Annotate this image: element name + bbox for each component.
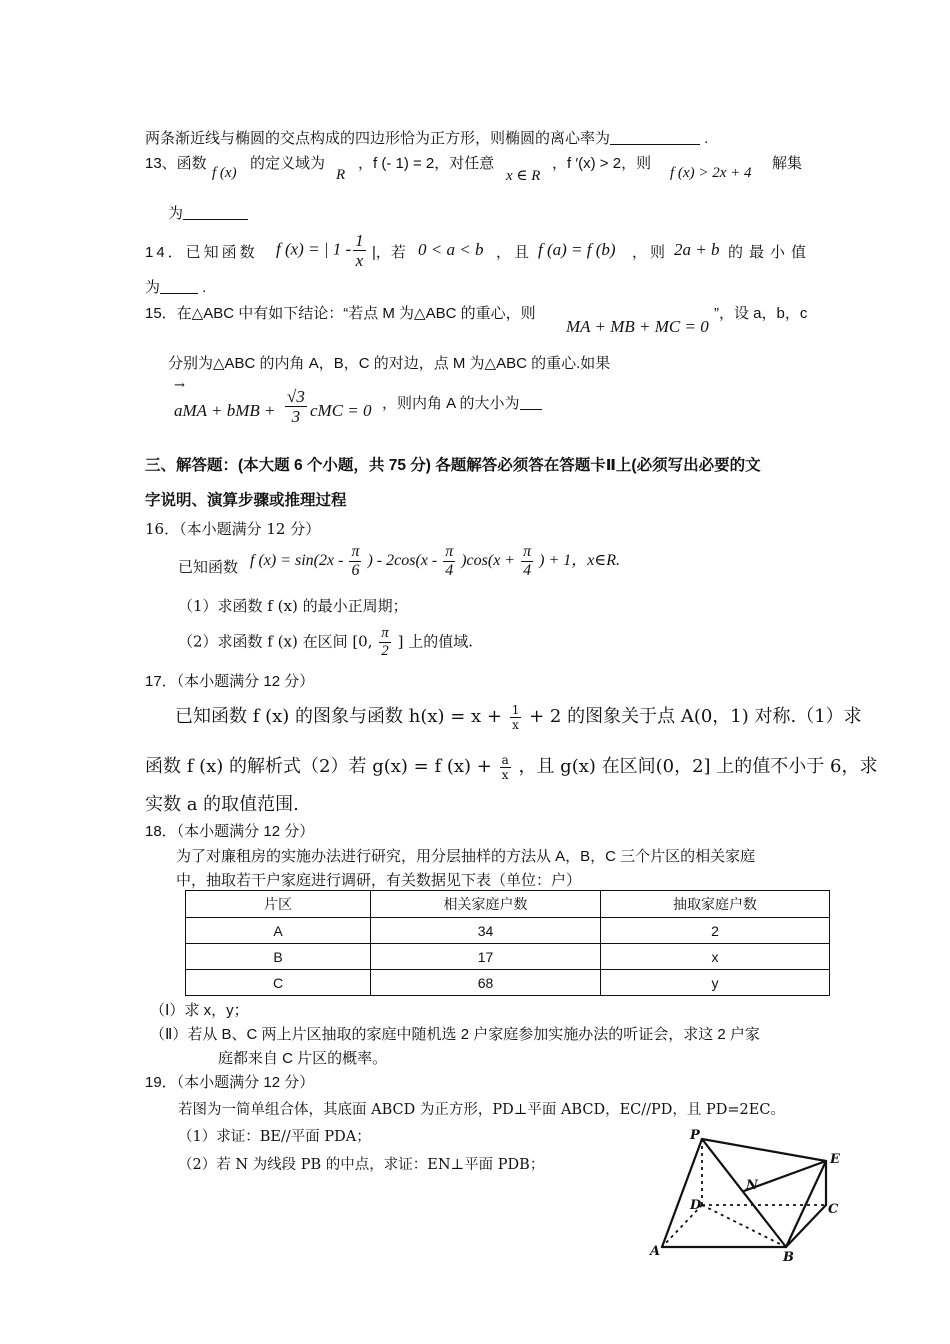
table-row: [186, 918, 830, 944]
table-row: [186, 970, 830, 996]
q14-t1: |，若: [372, 244, 406, 261]
q15-vec-eq: MA + MB + MC = 0: [566, 317, 709, 336]
table-cell: x: [601, 944, 830, 970]
q14-expr: 2a + b: [674, 240, 720, 259]
edge-PB: [702, 1139, 786, 1247]
section3-line1: 三、解答题：(本大题 6 个小题，共 75 分) 各题解答必须答在答题卡Ⅱ上(必须写出必要的文: [145, 457, 761, 474]
edge-BC: [786, 1205, 826, 1247]
label-N: N: [746, 1178, 758, 1193]
section3-line2: 字说明、演算步骤或推理过程: [145, 492, 347, 509]
q13-ineq: f (x) > 2x + 4: [670, 165, 752, 181]
household-table: [185, 890, 830, 996]
q13-text2: 解集: [772, 155, 803, 172]
edge-DB: [702, 1205, 786, 1247]
label-A: A: [650, 1244, 661, 1259]
q15-line1b: ”，设 a，b，c: [714, 305, 808, 322]
q17-line3: 实数 a 的取值范围.: [145, 794, 299, 815]
label-C: C: [828, 1202, 839, 1217]
q15-line3: ，则内角 A 的大小为: [382, 392, 542, 413]
q14-frac: $\frac{1}{x}$: [355, 231, 364, 270]
q19-part1: （1）求证：BE//平面 PDA；: [178, 1129, 371, 1145]
table-cell: B: [186, 944, 371, 970]
q14-cond: 0 < a < b: [418, 240, 484, 259]
q16-intro: 已知函数: [178, 558, 239, 576]
q13: 13、函数: [145, 155, 207, 172]
q19-part2: （2）若 N 为线段 PB 的中点，求证：EN⊥平面 PDB；: [178, 1157, 545, 1173]
q15-eq-b: cMC = 0: [310, 401, 372, 420]
label-P: P: [690, 1128, 700, 1143]
table-header: 片区: [186, 891, 371, 918]
solid-geometry-figure: [640, 1125, 860, 1265]
answer-blank: [520, 396, 542, 410]
q14-t2: ，且: [496, 244, 533, 261]
edge-PE: [702, 1139, 826, 1161]
q13-fx: f (x): [212, 165, 237, 181]
q14-t4: 的最小值: [728, 244, 813, 261]
answer-blank: [183, 206, 248, 220]
q14-t3: ，则: [632, 244, 669, 261]
q19-head: 19．（本小题满分 12 分）: [145, 1074, 315, 1091]
q13-cond2: ，f ′(x) > 2，则: [552, 155, 652, 172]
table-cell: A: [186, 918, 371, 944]
q19-line1: 若图为一简单组合体，其底面 ABCD 为正方形，PD⊥平面 ABCD，EC//PD，且 PD=2EC。: [178, 1102, 785, 1118]
table-header-row: [186, 891, 830, 918]
q13-cond1: ，f (- 1) = 2，对任意: [358, 155, 495, 172]
q15-line2: 分别为△ABC 的内角 A，B，C 的对边，点 M 为△ABC 的重心.如果: [168, 355, 611, 372]
label-B: B: [783, 1250, 794, 1265]
q16-part2: （2）求函数 f (x) 在区间 [0, $\frac{\pi}{2}$ ] 上的值域.: [178, 625, 473, 659]
table-cell: 17: [371, 944, 601, 970]
table-row: [186, 944, 830, 970]
q18-part1: （Ⅰ）求 x，y；: [150, 1002, 249, 1019]
q18-part2b: 庭都来自 C 片区的概率。: [218, 1050, 388, 1067]
table-header: 抽取家庭户数: [601, 891, 830, 918]
q15-frac: $\frac{√3}{3}$: [287, 387, 305, 426]
q14-eq: f (a) = f (b): [538, 240, 616, 259]
table-header: 相关家庭户数: [371, 891, 601, 918]
q13-text1: 的定义域为: [250, 155, 326, 172]
q14-fx: f (x) = | 1 - $\frac{1}{x}$: [276, 231, 364, 270]
table-cell: 2: [601, 918, 830, 944]
q12-tail: 两条渐近线与椭圆的交点构成的四边形恰为正方形，则椭圆的离心率为 .: [145, 130, 709, 147]
q17-line2: 函数 f (x) 的解析式（2）若 g(x) = f (x) + $\frac{a}{x}$ ，且 g(x) 在区间(0，2] 上的值不小于 6，求: [145, 752, 878, 782]
q13-xinR: x ∈ R: [506, 168, 541, 184]
q16-part1: （1）求函数 f (x) 的最小正周期；: [178, 597, 408, 615]
table-cell: y: [601, 970, 830, 996]
answer-blank: [610, 131, 700, 145]
q16-formula: f (x) = sin(2x - $\frac{\pi}{6}$ ) - 2cos(x - $\frac{\pi}{4}$ )cos(x + $\frac{\pi}{4}$ ) + 1，x∈R.: [250, 543, 620, 579]
table-cell: 68: [371, 970, 601, 996]
q13-text3: 为: [168, 202, 248, 223]
edge-PA: [662, 1139, 702, 1247]
answer-blank: [160, 280, 198, 294]
q15-eq-a: aMA + bMB +: [174, 401, 276, 420]
table-cell: C: [186, 970, 371, 996]
q15-line1a: 15．在△ABC 中有如下结论：“若点 M 为△ABC 的重心，则: [145, 305, 536, 322]
q13-R: R: [336, 167, 346, 183]
label-D: D: [690, 1198, 702, 1213]
vector-arrow-icon: →: [174, 378, 185, 393]
q14-t5: 为 .: [145, 279, 207, 296]
q16-head: 16．（本小题满分 12 分）: [145, 520, 321, 538]
q18-line1: 为了对廉租房的实施办法进行研究，用分层抽样的方法从 A，B，C 三个片区的相关家庭: [176, 848, 756, 865]
q18-head: 18．（本小题满分 12 分）: [145, 823, 315, 840]
q18-part2a: （Ⅱ）若从 B、C 两上片区抽取的家庭中随机选 2 户家庭参加实施办法的听证会，求这 2 户家: [150, 1026, 760, 1043]
q14-num: 14．已知函数: [145, 244, 258, 261]
q17-head: 17．（本小题满分 12 分）: [145, 673, 315, 690]
q17-line1: 已知函数 f (x) 的图象与函数 h(x) = x + $\frac{1}{x}$ + 2 的图象关于点 A(0，1) 对称.（1）求: [175, 702, 862, 732]
q18-line2: 中，抽取若干户家庭进行调研，有关数据见下表（单位：户）: [176, 872, 582, 889]
table-cell: 34: [371, 918, 601, 944]
label-E: E: [830, 1152, 840, 1167]
